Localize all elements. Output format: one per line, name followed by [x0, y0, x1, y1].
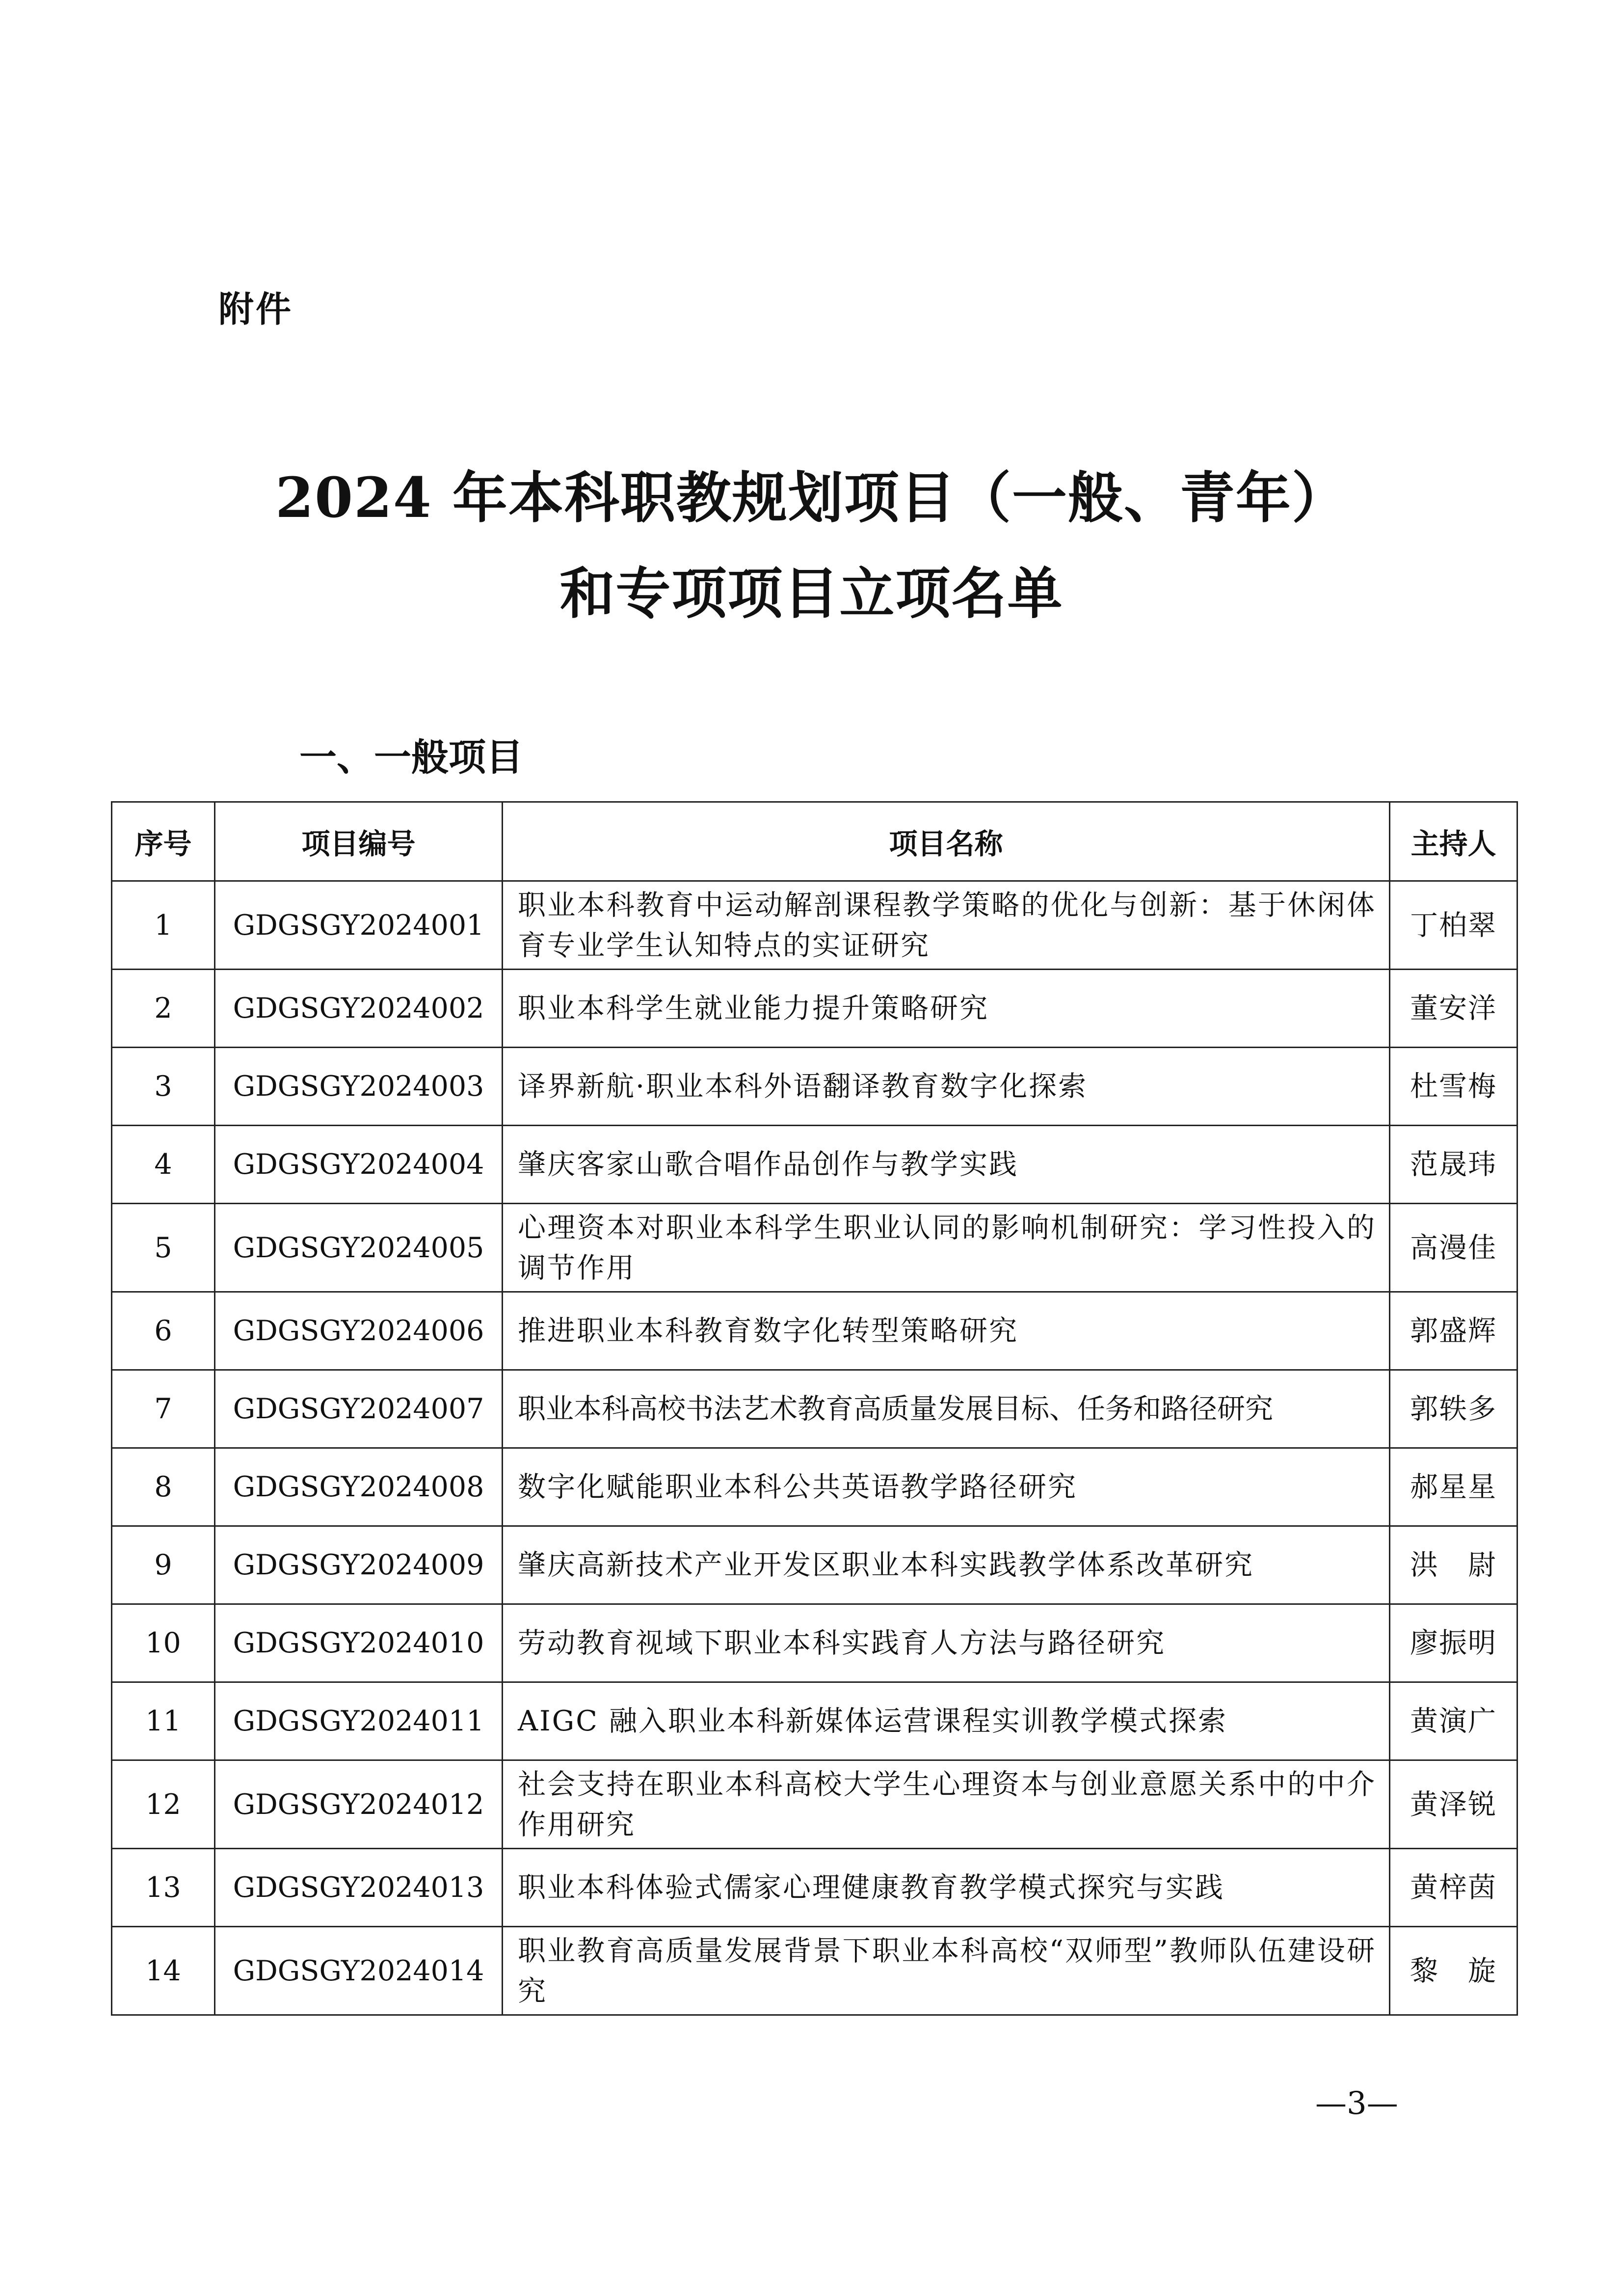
table-row	[112, 1448, 1517, 1526]
table-row	[112, 1760, 1517, 1849]
row-number: 11	[112, 1682, 215, 1760]
row-number: 10	[112, 1604, 215, 1682]
row-project-code: GDGSGY2024009	[215, 1526, 503, 1604]
row-project-name: 社会支持在职业本科高校大学生心理资本与创业意愿关系中的中介作用研究	[503, 1760, 1390, 1849]
row-project-name: 劳动教育视域下职业本科实践育人方法与路径研究	[503, 1604, 1390, 1682]
row-number: 14	[112, 1927, 215, 2015]
row-project-lead: 董安洋	[1390, 970, 1517, 1048]
table-row	[112, 1604, 1517, 1682]
row-project-code: GDGSGY2024012	[215, 1760, 503, 1849]
row-project-code: GDGSGY2024006	[215, 1292, 503, 1370]
row-project-code: GDGSGY2024011	[215, 1682, 503, 1760]
row-number: 12	[112, 1760, 215, 1849]
row-project-lead: 丁柏翠	[1390, 881, 1517, 970]
row-project-code: GDGSGY2024001	[215, 881, 503, 970]
row-number: 5	[112, 1204, 215, 1292]
table-header-row	[112, 802, 1517, 881]
row-project-name: 数字化赋能职业本科公共英语教学路径研究	[503, 1448, 1390, 1526]
row-number: 2	[112, 970, 215, 1048]
row-project-code: GDGSGY2024013	[215, 1849, 503, 1927]
row-project-code: GDGSGY2024010	[215, 1604, 503, 1682]
row-project-name: 职业本科学生就业能力提升策略研究	[503, 970, 1390, 1048]
section-heading-general-projects: 一、一般项目	[299, 735, 523, 779]
row-project-code: GDGSGY2024008	[215, 1448, 503, 1526]
row-number: 13	[112, 1849, 215, 1927]
table-row	[112, 1682, 1517, 1760]
row-project-code: GDGSGY2024014	[215, 1927, 503, 2015]
row-project-lead: 范晟玮	[1390, 1126, 1517, 1204]
row-number: 9	[112, 1526, 215, 1604]
table-row	[112, 1126, 1517, 1204]
table-row	[112, 1292, 1517, 1370]
row-project-code: GDGSGY2024007	[215, 1370, 503, 1448]
table-row	[112, 1526, 1517, 1604]
row-project-name: 职业本科体验式儒家心理健康教育教学模式探究与实践	[503, 1849, 1390, 1927]
attachment-label: 附件	[218, 289, 293, 330]
row-project-name: 肇庆高新技术产业开发区职业本科实践教学体系改革研究	[503, 1526, 1390, 1604]
row-project-lead: 杜雪梅	[1390, 1048, 1517, 1126]
table-row	[112, 1370, 1517, 1448]
row-project-lead: 黎 旋	[1390, 1927, 1517, 2015]
row-project-name: 肇庆客家山歌合唱作品创作与教学实践	[503, 1126, 1390, 1204]
header-project-name: 项目名称	[503, 802, 1390, 881]
row-project-code: GDGSGY2024005	[215, 1204, 503, 1292]
row-project-code: GDGSGY2024003	[215, 1048, 503, 1126]
table-row	[112, 1048, 1517, 1126]
row-project-name: 职业本科高校书法艺术教育高质量发展目标、任务和路径研究	[503, 1370, 1390, 1448]
row-number: 7	[112, 1370, 215, 1448]
project-list-table	[111, 801, 1518, 2016]
row-project-name: 译界新航·职业本科外语翻译教育数字化探索	[503, 1048, 1390, 1126]
row-project-code: GDGSGY2024004	[215, 1126, 503, 1204]
row-number: 1	[112, 881, 215, 970]
table-row	[112, 1927, 1517, 2015]
row-number: 4	[112, 1126, 215, 1204]
row-number: 8	[112, 1448, 215, 1526]
row-project-lead: 郭轶多	[1390, 1370, 1517, 1448]
row-project-lead: 高漫佳	[1390, 1204, 1517, 1292]
row-project-lead: 黄演广	[1390, 1682, 1517, 1760]
row-project-name: 推进职业本科教育数字化转型策略研究	[503, 1292, 1390, 1370]
page-number: —3—	[1315, 2085, 1398, 2122]
row-number: 3	[112, 1048, 215, 1126]
header-project-code: 项目编号	[215, 802, 503, 881]
table-row	[112, 1849, 1517, 1927]
row-project-lead: 郝星星	[1390, 1448, 1517, 1526]
row-project-name: 职业本科教育中运动解剖课程教学策略的优化与创新：基于休闲体育专业学生认知特点的实证研究	[503, 881, 1390, 970]
header-number: 序号	[112, 802, 215, 881]
table-row	[112, 970, 1517, 1048]
document-title-line-1: 2024 年本科职教规划项目（一般、青年）	[275, 466, 1348, 530]
document-title-line-2: 和专项项目立项名单	[559, 562, 1064, 626]
row-project-lead: 黄泽锐	[1390, 1760, 1517, 1849]
row-project-code: GDGSGY2024002	[215, 970, 503, 1048]
row-project-lead: 洪 尉	[1390, 1526, 1517, 1604]
row-project-lead: 黄梓茵	[1390, 1849, 1517, 1927]
row-project-name: AIGC 融入职业本科新媒体运营课程实训教学模式探索	[503, 1682, 1390, 1760]
table-row	[112, 1204, 1517, 1292]
row-project-name: 心理资本对职业本科学生职业认同的影响机制研究：学习性投入的调节作用	[503, 1204, 1390, 1292]
row-number: 6	[112, 1292, 215, 1370]
table-row	[112, 881, 1517, 970]
header-project-lead: 主持人	[1390, 802, 1517, 881]
row-project-lead: 郭盛辉	[1390, 1292, 1517, 1370]
row-project-name: 职业教育高质量发展背景下职业本科高校“双师型”教师队伍建设研究	[503, 1927, 1390, 2015]
row-project-lead: 廖振明	[1390, 1604, 1517, 1682]
